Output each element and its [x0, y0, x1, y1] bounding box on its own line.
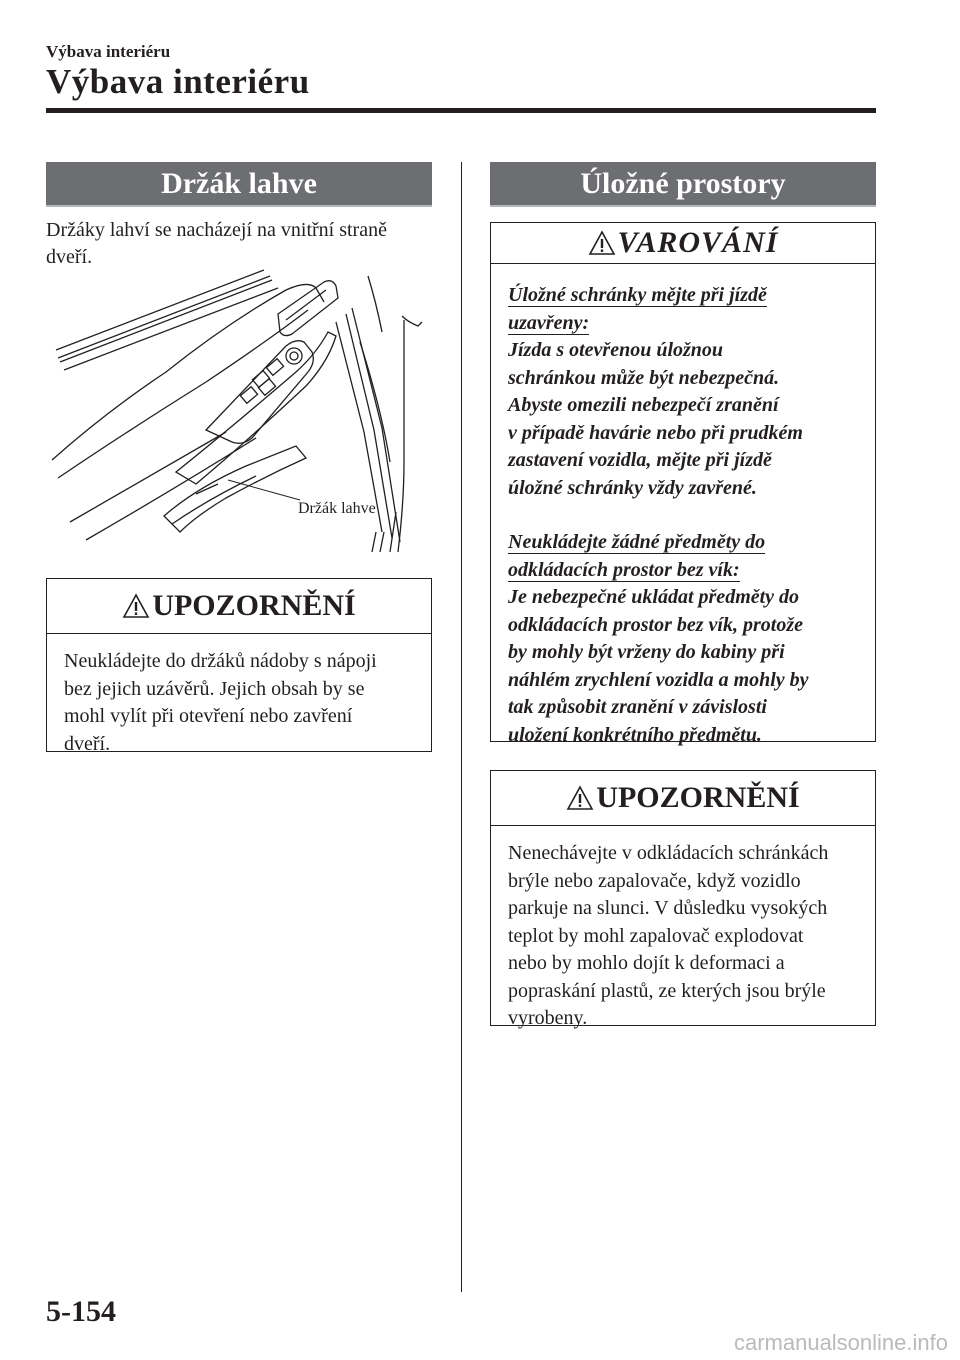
- caution-title: UPOZORNĚNÍ: [596, 781, 800, 814]
- page-number: 5-154: [46, 1295, 116, 1328]
- caution-title: UPOZORNĚNÍ: [152, 589, 356, 622]
- warning-line: v případě havárie nebo při prudkém: [508, 421, 803, 444]
- warning-heading-line: Neukládejte žádné předměty do: [508, 531, 766, 553]
- caution-text: [47, 634, 431, 758]
- figure-label-bottle-holder: Držák lahve: [298, 500, 376, 517]
- warning-line: schránkou může být nebezpečná.: [508, 366, 780, 389]
- caution-line: popraskání plastů, ze kterých jsou brýle: [508, 979, 826, 1002]
- warning-line: Je nebezpečné ukládat předměty do: [508, 586, 800, 608]
- warning-text: [491, 264, 875, 749]
- header-rule: [46, 108, 876, 113]
- paragraph-gap: [508, 502, 861, 529]
- warning-triangle-icon: [566, 784, 594, 812]
- warning-triangle-icon: [588, 229, 616, 257]
- caution-line: parkuje na slunci. V důsledku vysokých: [508, 897, 828, 919]
- caution-header: [491, 771, 875, 826]
- section-title-bottle-holder: Držák lahve: [46, 162, 432, 207]
- caution-box: [490, 770, 876, 1029]
- warning-triangle-icon: [122, 592, 150, 620]
- warning-line: by mohly být vrženy do kabiny při: [508, 641, 785, 663]
- caution-line: vyrobeny.: [508, 1007, 588, 1029]
- door-illustration: [46, 262, 436, 558]
- warning-heading-line: Úložné schránky mějte při jízdě: [508, 284, 767, 306]
- page-title: Výbava interiéru: [46, 62, 310, 101]
- warning-line: odkládacích prostor bez vík, protože: [508, 613, 803, 636]
- caution-line: mohl vylít při otevření nebo zavření: [64, 705, 353, 727]
- warning-line: zastavení vozidla, mějte při jízdě: [508, 449, 772, 471]
- warning-line: úložné schránky vždy zavřené.: [508, 476, 757, 499]
- caution-line: brýle nebo zapalovače, když vozidlo: [508, 869, 801, 892]
- warning-line: Jízda s otevřenou úložnou: [508, 339, 724, 361]
- caution-line: nebo by mohlo dojít k deformaci a: [508, 952, 785, 974]
- warning-line: uložení konkrétního předmětu.: [508, 723, 762, 746]
- watermark: carmanualsonline.info: [733, 1330, 948, 1355]
- caution-text: [491, 826, 875, 1033]
- warning-header: [491, 223, 875, 264]
- warning-line: Abyste omezili nebezpečí zranění: [508, 394, 779, 416]
- section-title-storage: Úložné prostory: [490, 162, 876, 207]
- caution-box: [46, 578, 432, 755]
- column-divider: [461, 162, 462, 1292]
- warning-line: náhlém zrychlení vozidla a mohly by: [508, 668, 809, 691]
- warning-box: [490, 222, 876, 746]
- running-header: Výbava interiéru: [46, 42, 171, 61]
- caution-line: Neukládejte do držáků nádoby s nápoji: [64, 650, 377, 672]
- warning-title: VAROVÁNÍ: [617, 226, 779, 259]
- warning-line: tak způsobit zranění v závislosti: [508, 696, 767, 718]
- caution-line: teplot by mohl zapalovač explodovat: [508, 924, 804, 947]
- warning-heading-line: odkládacích prostor bez vík:: [508, 558, 740, 581]
- warning-heading-line: uzavřeny:: [508, 311, 590, 334]
- caution-header: [47, 579, 431, 634]
- caution-line: Nenechávejte v odkládacích schránkách: [508, 842, 829, 864]
- caution-line: bez jejich uzávěrů. Jejich obsah by se: [64, 677, 365, 700]
- caution-line: dveří.: [64, 732, 111, 755]
- intro-line: Držáky lahví se nacházejí na vnitřní straně: [46, 219, 387, 241]
- intro-line: dveří.: [46, 246, 93, 268]
